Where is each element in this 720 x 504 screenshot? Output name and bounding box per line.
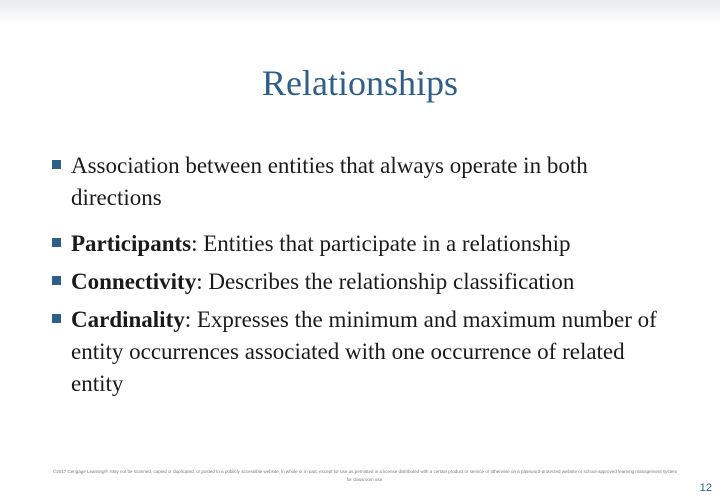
bullet-text: : Entities that participate in a relationship bbox=[191, 231, 571, 256]
slide-header-band bbox=[0, 0, 720, 22]
bullet-term: Connectivity bbox=[71, 269, 197, 294]
bullet-item-participants bbox=[50, 228, 680, 260]
page-number: 12 bbox=[699, 482, 712, 494]
bullet-text: : Describes the relationship classification bbox=[196, 269, 575, 294]
copyright-footer: ©2017 Cengage Learning®. May not be scanned, copied or duplicated, or posted to a publicly accessible website, in whole or in part, except for use as permitted in a license distributed with a certain product or service or otherwise on a password-protected website or school-approved learning management system for classroom use. bbox=[52, 469, 678, 482]
bullet-list bbox=[50, 150, 680, 406]
bullet-item-connectivity bbox=[50, 266, 680, 298]
square-bullet-icon bbox=[52, 314, 61, 323]
bullet-item-association bbox=[50, 150, 680, 214]
bullet-term: Cardinality bbox=[71, 307, 185, 332]
square-bullet-icon bbox=[52, 276, 61, 285]
bullet-item-cardinality bbox=[50, 304, 680, 400]
slide-title: Relationships bbox=[262, 63, 458, 103]
bullet-text: : Expresses the minimum and maximum number of entity occurrences associated with one occurrence of related entity bbox=[71, 307, 657, 396]
square-bullet-icon bbox=[52, 160, 61, 169]
bullet-text: Association between entities that always operate in both directions bbox=[71, 153, 588, 210]
bullet-term: Participants bbox=[71, 231, 192, 256]
square-bullet-icon bbox=[52, 238, 61, 247]
